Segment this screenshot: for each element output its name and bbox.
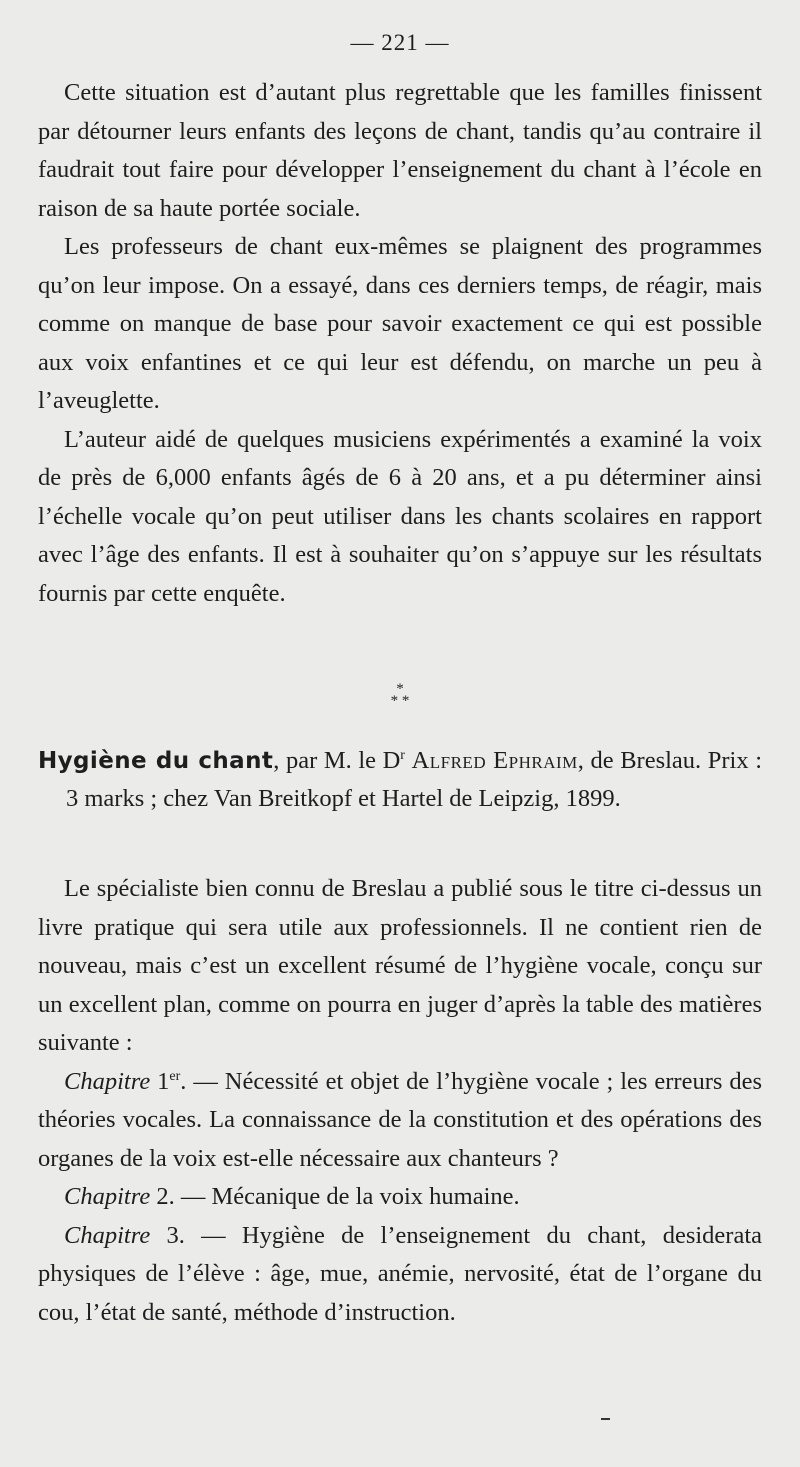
book-reference — [38, 742, 762, 818]
page-number: — 221 — — [350, 30, 450, 55]
chapter-2-label: Chapitre — [64, 1183, 151, 1210]
chapter-1 — [38, 1063, 762, 1179]
separator-stars-bottom: * * — [390, 693, 410, 709]
paragraph-2: Les professeurs de chant eux-mêmes se plaignent des programmes qu’on leur impose. On a essayé, dans ces derniers temps, de réagir, mais comme on manque de base pour savoir exactement ce qui est possible aux voix enfantines et ce qui leur est défendu, on marche un peu à l’aveuglette. — [38, 233, 762, 414]
review-section — [38, 870, 762, 1332]
chapter-3 — [38, 1217, 762, 1333]
print-mark — [601, 1418, 610, 1420]
paragraph-3: L’auteur aidé de quelques musiciens expérimentés a examiné la voix de près de 6,000 enfants âgés de 6 à 20 ans, et a pu déterminer ainsi l’échelle vocale qu’on peut utiliser dans les chants scolaires en rapport avec l’âge des enfants. Il est à souhaiter qu’on s’appuye sur les résultats fournis par cette enquête. — [38, 425, 762, 607]
separator-star-top: * — [396, 681, 404, 697]
reference-by: , par M. le D — [273, 747, 401, 774]
chapter-3-number: 3 — [150, 1221, 179, 1249]
chapter-3-text: . — Hygiène de l’enseignement du chant, desiderata physiques de l’élève : âge, mue, anémie, nervosité, état de l’organe du cou, l’état de santé, méthode d’instruction. — [38, 1221, 762, 1326]
reference-details: , de Breslau. Prix : 3 marks ; chez Van Breitkopf et Hartel de Leipzig, 1899. — [66, 747, 762, 812]
chapter-1-text: . — Nécessité et objet de l’hygiène vocale ; les erreurs des théories vocales. La connaissance de la constitution et des opérations des organes de la voix est-elle nécessaire aux chanteurs ? — [38, 1067, 762, 1172]
reference-doctor-sup: r — [400, 747, 405, 763]
paragraph-1: Cette situation est d’autant plus regrettable que les familles finissent par détourner leurs enfants des leçons de chant, tandis qu’au contraire il faudrait tout faire pour développer l’enseignement du chant à l’école en raison de sa haute portée sociale. — [38, 79, 762, 222]
body-text-top — [38, 74, 762, 613]
chapter-1-label: Chapitre — [64, 1067, 151, 1095]
chapter-1-number: 1 — [150, 1067, 170, 1095]
section-separator — [370, 683, 430, 707]
book-author: Alfred Ephraim — [411, 747, 578, 774]
chapter-2-text: . — Mécanique de la voix humaine. — [168, 1183, 520, 1210]
book-title: Hygiène du chant — [38, 748, 274, 774]
chapter-1-number-sup: er — [169, 1068, 181, 1084]
chapter-2-number: 2 — [150, 1183, 169, 1210]
review-paragraph: Le spécialiste bien connu de Breslau a publié sous le titre ci-dessus un livre pratique qui sera utile aux professionnels. Il ne contient rien de nouveau, mais c’est un excellent résumé de l’hygiène vocale, conçu sur un excellent plan, comme on pourra en juger d’après la table des matières suivante : — [38, 875, 762, 1056]
chapter-3-label: Chapitre — [64, 1221, 151, 1249]
chapter-2 — [38, 1178, 762, 1217]
